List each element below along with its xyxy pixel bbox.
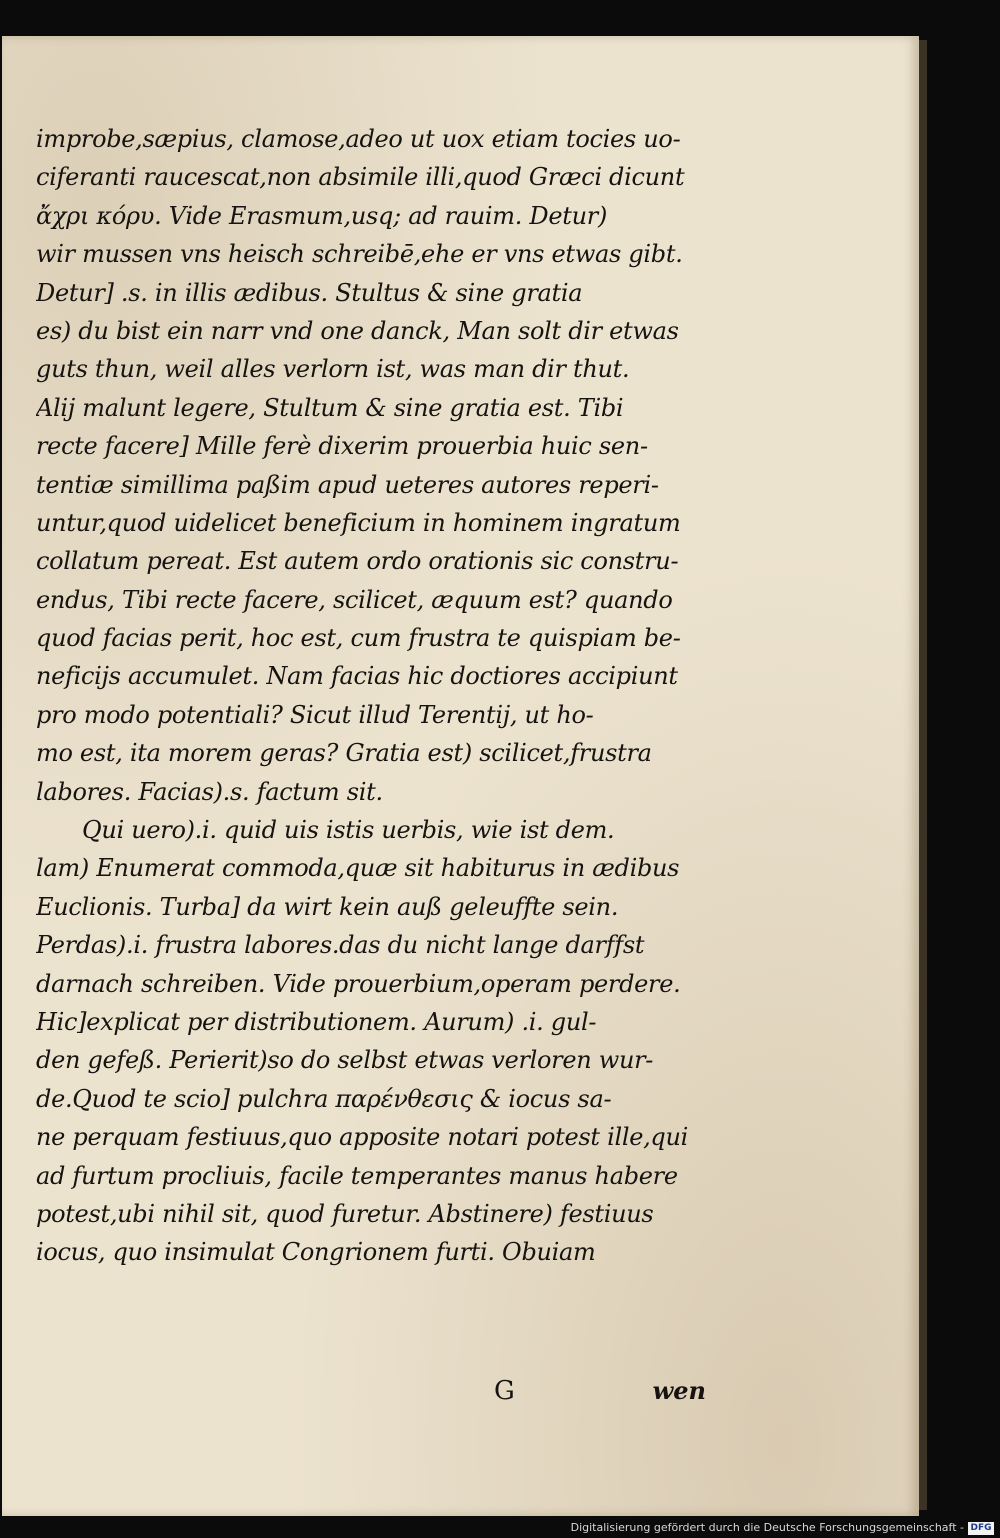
text-line: improbe,sæpius, clamose,adeo ut uox etiam tocies uo- (36, 125, 681, 153)
text-line: collatum pereat. Est autem ordo orationis sic constru- (36, 547, 679, 576)
text-line: Detur] .s. in illis ædibus. Stultus & sine gratia (36, 278, 583, 307)
text-line: Euclionis. Turba] da wirt kein auß geleuffte sein. (36, 892, 619, 921)
text-line: labores. Facias).s. factum sit. (36, 777, 383, 806)
digitization-credit: Digitalisierung gefördert durch die Deutsche Forschungsgemeinschaft - (570, 1521, 964, 1534)
text-line: es) du bist ein narr vnd one danck, Man solt dir etwas (36, 316, 679, 345)
text-line: ciferanti raucescat,non absimile illi,quod Græci dicunt (36, 163, 685, 192)
page-edge (919, 40, 927, 1510)
text-line: guts thun, weil alles verlorn ist, was man dir thut. (36, 355, 630, 384)
dfg-logo: DFG (968, 1522, 994, 1535)
text-line: de.Quod te scio] pulchra παρένθεσις & iocus sa- (36, 1084, 612, 1113)
text-line: neficijs accumulet. Nam facias hic doctiores accipiunt (36, 662, 678, 691)
text-line: Qui uero).i. quid uis istis uerbis, wie ist dem. (82, 816, 615, 845)
text-line: den gefeß. Perierit)so do selbst etwas verloren wur- (36, 1046, 654, 1075)
text-line: ad furtum procliuis, facile temperantes manus habere (36, 1161, 678, 1190)
page-foot (36, 1376, 706, 1416)
text-line: endus, Tibi recte facere, scilicet, æquum est? quando (36, 585, 673, 614)
text-line: iocus, quo insimulat Congrionem furti. Obuiam (36, 1238, 596, 1267)
text-line: lam) Enumerat commoda,quæ sit habiturus in ædibus (36, 854, 680, 883)
text-line: untur,quod uidelicet beneficium in hominem ingratum (36, 508, 681, 537)
text-line: recte facere] Mille ferè dixerim prouerbia huic sen- (36, 432, 648, 461)
text-line: Alij malunt legere, Stultum & sine gratia est. Tibi (36, 393, 624, 422)
catchword: wen (652, 1376, 706, 1405)
book-page (2, 36, 919, 1516)
text-line: quod facias perit, hoc est, cum frustra te quispiam be- (36, 624, 681, 653)
signature-mark: G (494, 1376, 515, 1406)
text-line: pro modo potentiali? Sicut illud Terentij, ut ho- (36, 700, 594, 729)
text-line: ἄχρι κόρυ. Vide Erasmum,usq; ad rauim. Detur) (36, 201, 608, 230)
text-line: mo est, ita morem geras? Gratia est) scilicet,frustra (36, 739, 652, 768)
text-line: potest,ubi nihil sit, quod furetur. Abstinere) festiuus (36, 1199, 654, 1228)
text-line: tentiæ simillima paßim apud ueteres autores reperi- (36, 470, 659, 499)
text-line: darnach schreiben. Vide prouerbium,operam perdere. (36, 969, 681, 998)
text-line: ne perquam festiuus,quo apposite notari potest ille,qui (36, 1123, 689, 1152)
text-line: wir mussen vns heisch schreibē,ehe er vns etwas gibt. (36, 240, 683, 269)
text-line: Hic]explicat per distributionem. Aurum) .i. gul- (36, 1007, 597, 1036)
commentary-text (36, 120, 706, 1272)
text-line: Perdas).i. frustra labores.das du nicht lange darffst (36, 931, 645, 960)
